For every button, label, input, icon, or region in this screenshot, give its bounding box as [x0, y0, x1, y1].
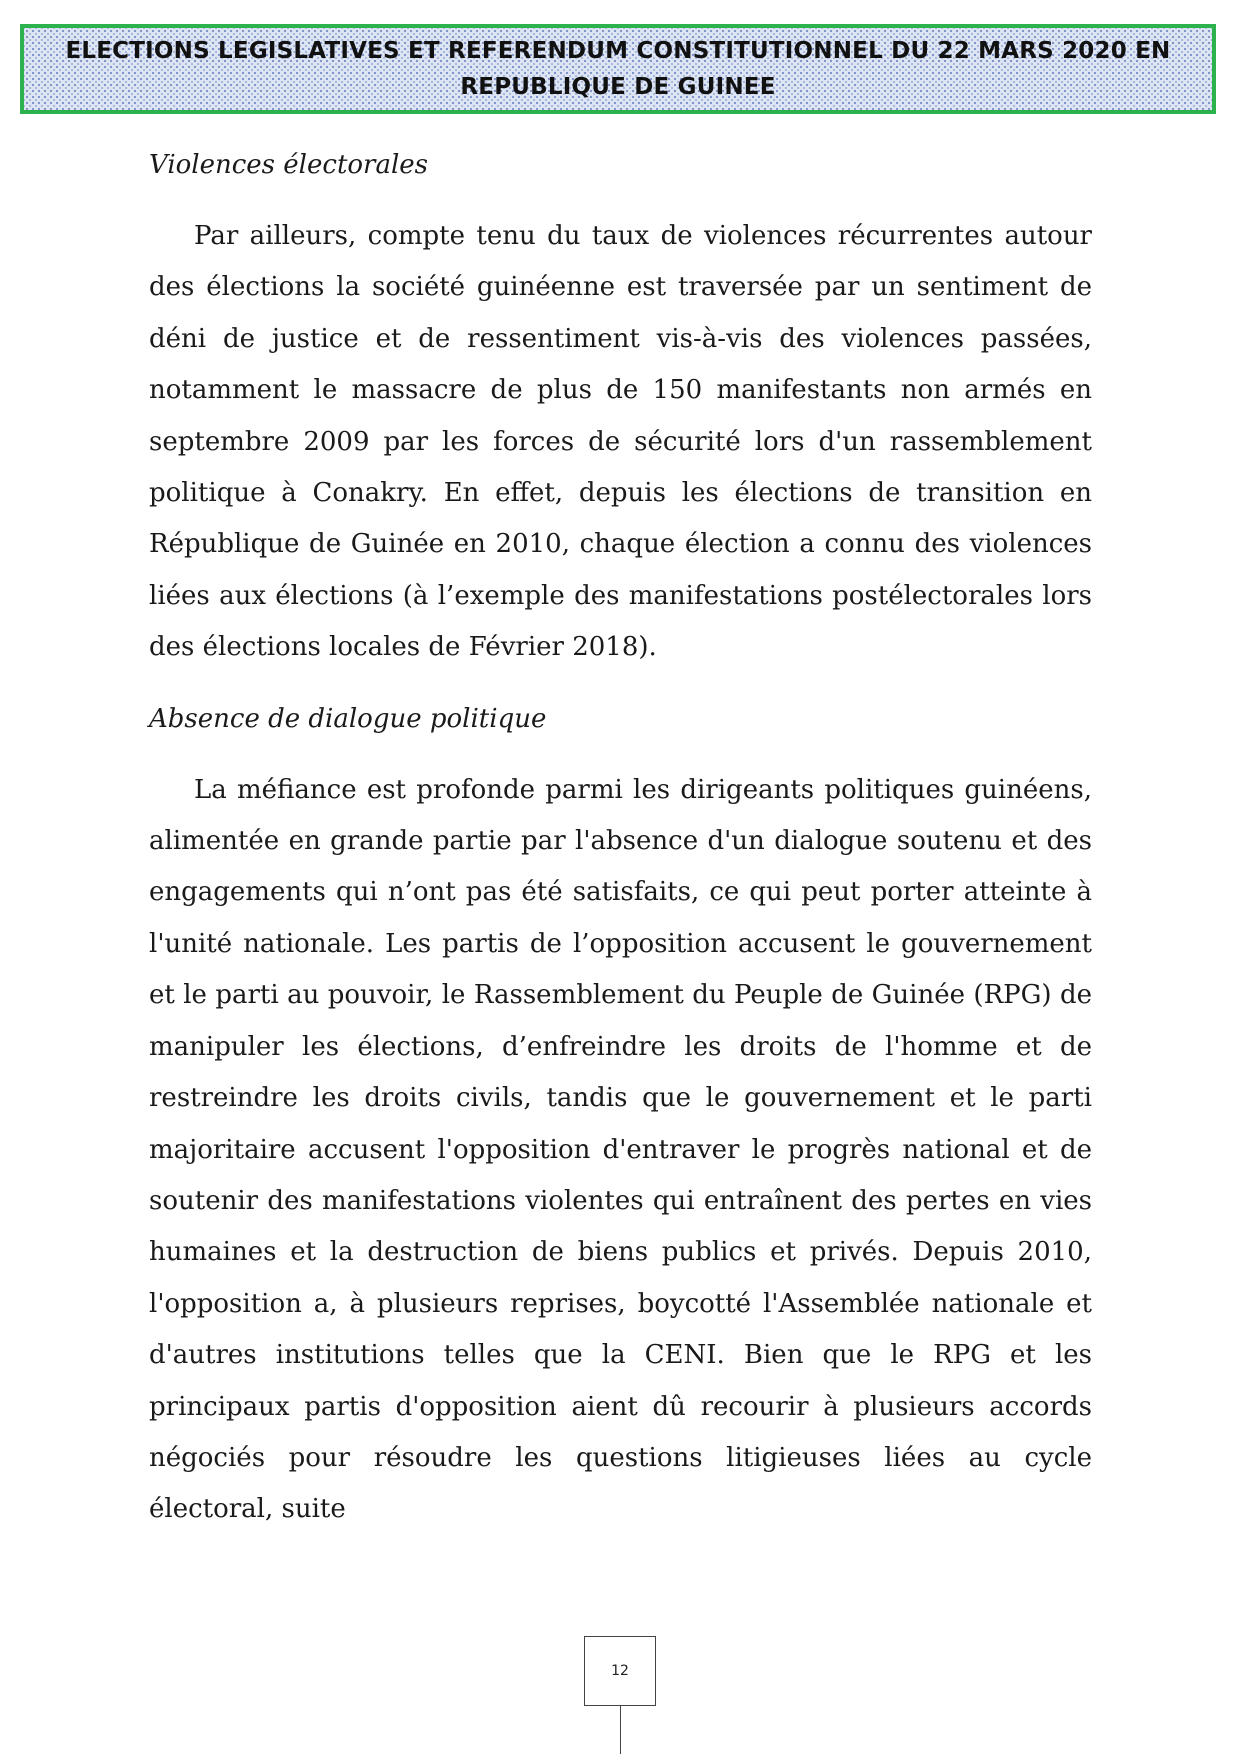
section-heading-dialogue: Absence de dialogue politique: [149, 703, 547, 734]
section-heading-violences: Violences électorales: [149, 150, 429, 180]
page-number: 12: [584, 1636, 656, 1706]
document-header-banner: [20, 24, 1216, 114]
paragraph-violences: Par ailleurs, compte tenu du taux de violences récurrentes autour des élections la société guinéenne est traversée par un sentiment de déni de justice et de ressentiment vis-à-vis des violences passées, notamment le massacre de plus de 150 manifestants non armés en septembre 2009 par les forces de sécurité lors d'un rassemblement politique à Conakry. En effet, depuis les élections de transition en République de Guinée en 2010, chaque élection a connu des violences liées aux élections (à l’exemple des manifestations postélectorales lors des élections locales de Février 2018).: [149, 221, 1092, 663]
paragraph-dialogue: La méfiance est profonde parmi les dirigeants politiques guinéens, alimentée en grande partie par l'absence d'un dialogue soutenu et des engagements qui n’ont pas été satisfaits, ce qui peut porter atteinte à l'unité nationale. Les partis de l’opposition accusent le gouvernement et le parti au pouvoir, le Rassemblement du Peuple de Guinée (RPG) de manipuler les élections, d’enfreindre les droits de l'homme et de restreindre les droits civils, tandis que le gouvernement et le parti majoritaire accusent l'opposition d'entraver le progrès national et de soutenir des manifestations violentes qui entraînent des pertes en vies humaines et la destruction de biens publics et privés. Depuis 2010, l'opposition a, à plusieurs reprises, boycotté l'Assemblée nationale et d'autres institutions telles que la CENI. Bien que le RPG et les principaux partis d'opposition aient dû recourir à plusieurs accords négociés pour résoudre les questions litigieuses liées au cycle électoral, suite: [149, 774, 1092, 1525]
document-header-title: ELECTIONS LEGISLATIVES ET REFERENDUM CONSTITUTIONNEL DU 22 MARS 2020 EN REPUBLIQUE DE GUINEE: [65, 38, 1171, 100]
page-number-connector-line: [620, 1706, 621, 1754]
page-body: [149, 140, 1092, 1556]
